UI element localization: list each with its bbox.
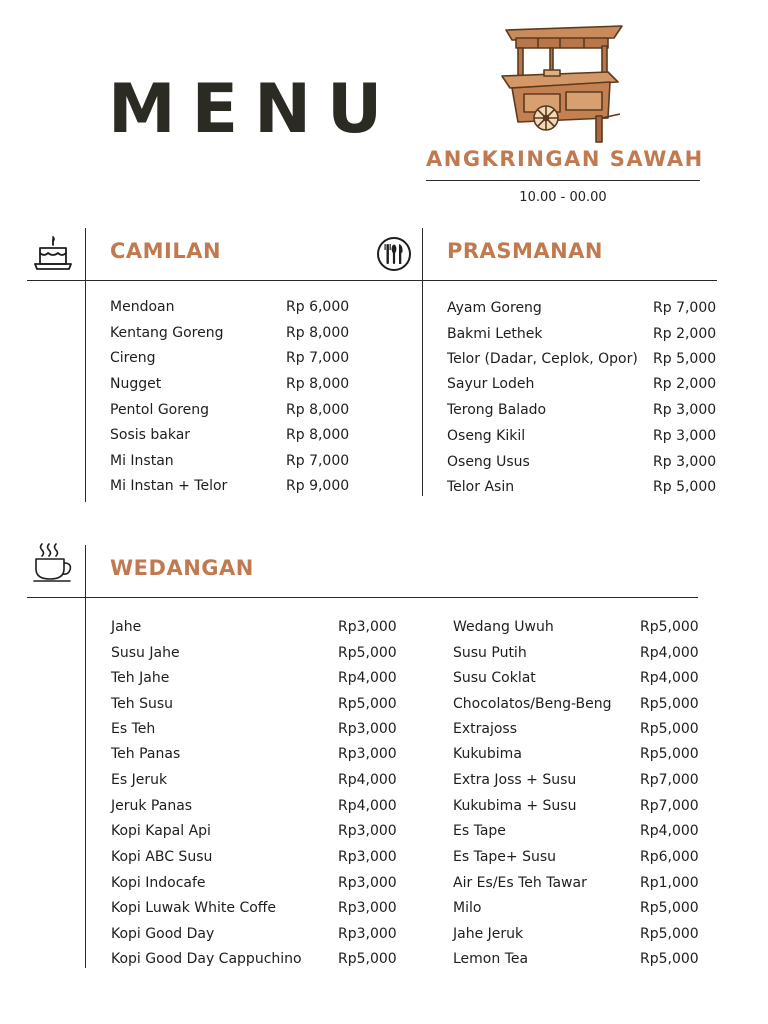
item-name: Lemon Tea xyxy=(453,951,529,967)
list-item xyxy=(111,951,401,967)
item-price: Rp 3,000 xyxy=(653,402,717,418)
camilan-title: CAMILAN xyxy=(110,239,222,263)
item-name: Nugget xyxy=(110,376,162,392)
list-item xyxy=(453,823,703,839)
list-item xyxy=(447,454,717,470)
list-item xyxy=(453,772,703,788)
item-name: Kopi Kapal Api xyxy=(111,823,211,839)
prasmanan-title: PRASMANAN xyxy=(447,239,603,263)
list-item xyxy=(111,849,401,865)
list-item xyxy=(453,900,703,916)
item-price: Rp 7,000 xyxy=(286,453,350,469)
item-price: Rp5,000 xyxy=(338,696,397,712)
list-item xyxy=(110,350,350,366)
item-name: Es Jeruk xyxy=(111,772,168,788)
list-item xyxy=(447,351,717,367)
list-item xyxy=(447,428,717,444)
prasmanan-vertical-divider xyxy=(422,228,423,496)
item-name: Telor Asin xyxy=(447,479,515,495)
item-price: Rp5,000 xyxy=(338,951,397,967)
item-name: Air Es/Es Teh Tawar xyxy=(453,875,587,891)
item-name: Kopi Indocafe xyxy=(111,875,206,891)
item-name: Milo xyxy=(453,900,482,916)
list-item xyxy=(453,875,703,891)
item-name: Kentang Goreng xyxy=(110,325,224,341)
list-item xyxy=(110,427,350,443)
list-item xyxy=(110,402,350,418)
item-price: Rp 7,000 xyxy=(286,350,350,366)
item-name: Cireng xyxy=(110,350,156,366)
item-price: Rp 2,000 xyxy=(653,326,717,342)
item-price: Rp5,000 xyxy=(640,721,699,737)
item-name: Kopi Luwak White Coffe xyxy=(111,900,277,916)
item-price: Rp4,000 xyxy=(640,645,699,661)
list-item xyxy=(453,696,703,712)
item-price: Rp 6,000 xyxy=(286,299,350,315)
list-item xyxy=(111,746,401,762)
item-price: Rp3,000 xyxy=(338,900,397,916)
list-item xyxy=(111,875,401,891)
list-item xyxy=(110,325,350,341)
item-name: Wedang Uwuh xyxy=(453,619,554,635)
item-name: Jahe Jeruk xyxy=(453,926,524,942)
item-price: Rp1,000 xyxy=(640,875,699,891)
list-item xyxy=(111,772,401,788)
item-name: Telor (Dadar, Ceplok, Opor) xyxy=(447,351,638,367)
item-price: Rp3,000 xyxy=(338,875,397,891)
item-price: Rp 5,000 xyxy=(653,351,717,367)
item-name: Chocolatos/Beng-Beng xyxy=(453,696,612,712)
item-name: Terong Balado xyxy=(447,402,547,418)
item-price: Rp6,000 xyxy=(640,849,699,865)
item-name: Teh Jahe xyxy=(111,670,170,686)
cake-icon xyxy=(32,236,74,274)
item-name: Extrajoss xyxy=(453,721,517,737)
list-item xyxy=(111,696,401,712)
item-name: Ayam Goreng xyxy=(447,300,542,316)
item-name: Susu Putih xyxy=(453,645,527,661)
item-name: Mi Instan + Telor xyxy=(110,478,228,494)
list-item xyxy=(447,479,717,495)
item-name: Kukubima xyxy=(453,746,522,762)
wedangan-title: WEDANGAN xyxy=(110,556,254,580)
item-price: Rp3,000 xyxy=(338,849,397,865)
item-price: Rp 2,000 xyxy=(653,376,717,392)
item-name: Kopi Good Day Cappuchino xyxy=(111,951,302,967)
angkringan-cart-icon xyxy=(498,18,626,146)
list-item xyxy=(447,376,717,392)
list-item xyxy=(111,798,401,814)
item-price: Rp5,000 xyxy=(640,746,699,762)
item-price: Rp 8,000 xyxy=(286,427,350,443)
item-name: Es Teh xyxy=(111,721,156,737)
coffee-cup-icon xyxy=(30,542,76,584)
item-price: Rp3,000 xyxy=(338,926,397,942)
list-item xyxy=(447,402,717,418)
list-item xyxy=(110,453,350,469)
list-item xyxy=(111,619,401,635)
list-item xyxy=(111,823,401,839)
item-name: Oseng Usus xyxy=(447,454,530,470)
item-name: Extra Joss + Susu xyxy=(453,772,577,788)
item-name: Es Tape xyxy=(453,823,506,839)
item-price: Rp4,000 xyxy=(338,772,397,788)
item-price: Rp4,000 xyxy=(338,670,397,686)
list-item xyxy=(453,798,703,814)
wedangan-header-rule xyxy=(27,597,698,598)
list-item xyxy=(110,376,350,392)
brand-name: ANGKRINGAN SAWAH xyxy=(426,147,704,171)
item-name: Jahe xyxy=(111,619,142,635)
item-name: Jeruk Panas xyxy=(111,798,193,814)
list-item xyxy=(453,926,703,942)
list-item xyxy=(453,746,703,762)
item-name: Sosis bakar xyxy=(110,427,191,443)
item-price: Rp5,000 xyxy=(338,645,397,661)
item-price: Rp 3,000 xyxy=(653,454,717,470)
menu-title: MENU xyxy=(108,70,399,149)
item-price: Rp4,000 xyxy=(640,670,699,686)
item-name: Kopi ABC Susu xyxy=(111,849,213,865)
brand-divider xyxy=(426,180,700,181)
item-name: Bakmi Lethek xyxy=(447,326,543,342)
item-name: Kukubima + Susu xyxy=(453,798,577,814)
item-price: Rp 7,000 xyxy=(653,300,717,316)
list-item xyxy=(110,478,350,494)
list-item xyxy=(453,721,703,737)
item-name: Mendoan xyxy=(110,299,175,315)
item-name: Teh Panas xyxy=(111,746,181,762)
item-price: Rp 9,000 xyxy=(286,478,350,494)
item-name: Pentol Goreng xyxy=(110,402,210,418)
list-item xyxy=(453,645,703,661)
item-price: Rp 5,000 xyxy=(653,479,717,495)
item-price: Rp3,000 xyxy=(338,721,397,737)
item-price: Rp7,000 xyxy=(640,772,699,788)
item-price: Rp3,000 xyxy=(338,619,397,635)
item-price: Rp5,000 xyxy=(640,900,699,916)
list-item xyxy=(111,900,401,916)
item-name: Oseng Kikil xyxy=(447,428,526,444)
list-item xyxy=(111,926,401,942)
item-name: Sayur Lodeh xyxy=(447,376,535,392)
list-item xyxy=(453,849,703,865)
item-price: Rp 3,000 xyxy=(653,428,717,444)
list-item xyxy=(111,670,401,686)
list-item xyxy=(453,619,703,635)
item-name: Mi Instan xyxy=(110,453,174,469)
item-price: Rp5,000 xyxy=(640,926,699,942)
list-item xyxy=(447,326,717,342)
item-price: Rp4,000 xyxy=(640,823,699,839)
item-price: Rp4,000 xyxy=(338,798,397,814)
item-price: Rp 8,000 xyxy=(286,376,350,392)
item-name: Susu Coklat xyxy=(453,670,536,686)
list-item xyxy=(110,299,350,315)
list-item xyxy=(447,300,717,316)
item-price: Rp5,000 xyxy=(640,951,699,967)
item-name: Teh Susu xyxy=(111,696,174,712)
item-price: Rp5,000 xyxy=(640,619,699,635)
item-price: Rp3,000 xyxy=(338,746,397,762)
item-name: Susu Jahe xyxy=(111,645,180,661)
item-name: Kopi Good Day xyxy=(111,926,215,942)
list-item xyxy=(111,645,401,661)
item-price: Rp3,000 xyxy=(338,823,397,839)
list-item xyxy=(111,721,401,737)
item-name: Es Tape+ Susu xyxy=(453,849,557,865)
plate-cutlery-icon xyxy=(375,236,413,272)
list-item xyxy=(453,670,703,686)
camilan-prasmanan-header-rule xyxy=(27,280,717,281)
item-price: Rp 8,000 xyxy=(286,325,350,341)
item-price: Rp5,000 xyxy=(640,696,699,712)
opening-hours: 10.00 - 00.00 xyxy=(519,190,607,205)
camilan-vertical-divider xyxy=(85,228,86,502)
wedangan-vertical-divider xyxy=(85,545,86,968)
item-price: Rp7,000 xyxy=(640,798,699,814)
list-item xyxy=(453,951,703,967)
item-price: Rp 8,000 xyxy=(286,402,350,418)
